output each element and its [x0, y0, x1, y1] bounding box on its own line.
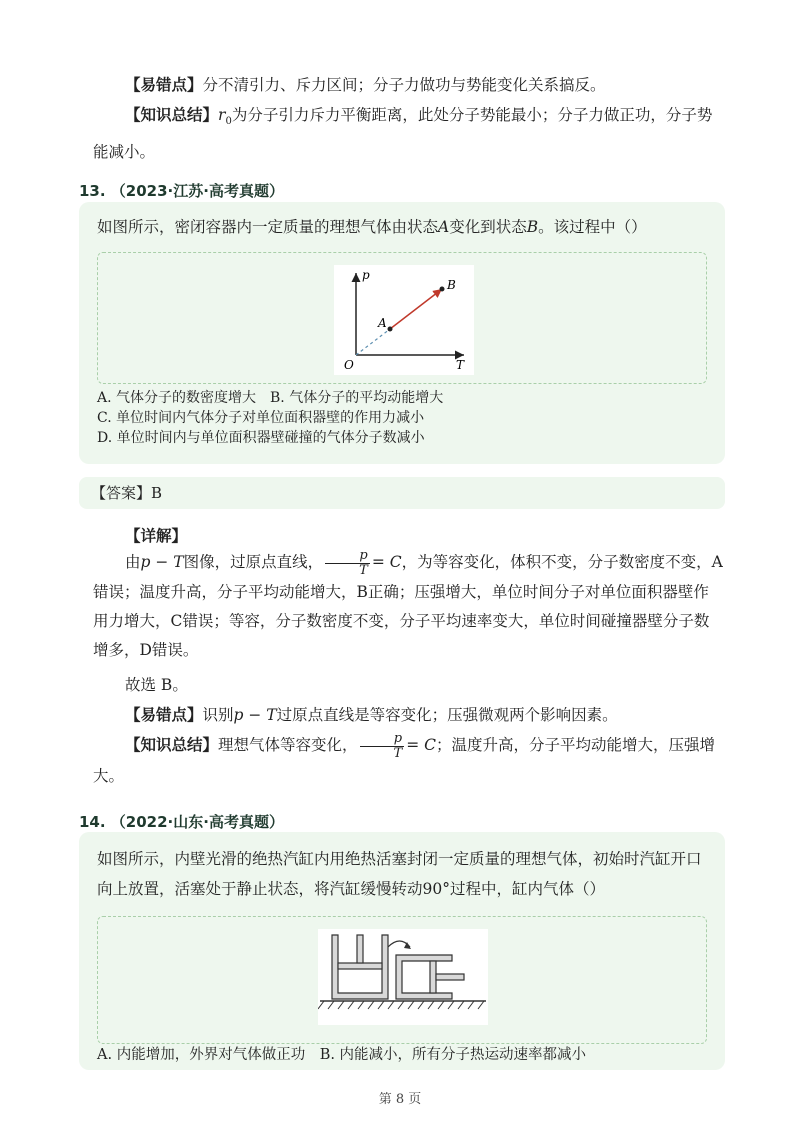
- frac-num: p: [325, 549, 370, 564]
- summary-text: 理想气体等容变化，: [218, 736, 358, 754]
- piston-horizontal: [430, 961, 436, 993]
- frac-num: p: [360, 732, 405, 747]
- stem-part: 。该过程中（）: [538, 218, 647, 236]
- piston-rod-horizontal: [436, 974, 464, 980]
- mistake-tag: 【易错点】: [125, 75, 203, 94]
- mistake-tag: 【易错点】: [125, 705, 203, 724]
- point-a: [388, 327, 393, 332]
- stem-part: 如图所示，密闭容器内一定质量的理想气体由状态: [97, 218, 439, 236]
- piston-upright: [338, 963, 382, 969]
- stem-part: 变化到状态: [449, 218, 527, 236]
- axis-x-label: T: [456, 358, 465, 372]
- detail-paragraph: [93, 548, 723, 665]
- question-13-title: 13. （2023·江苏·高考真题）: [79, 182, 284, 200]
- question-14-stem: 如图所示，内壁光滑的绝热汽缸内用绝热活塞封闭一定质量的理想气体，初始时汽缸开口向上放置，活塞处于静止状态，将汽缸缓慢转动90°过程中，缸内气体（）: [97, 850, 702, 898]
- mistake-text: 识别: [202, 706, 234, 724]
- option-line-1: A. 内能增加，外界对气体做正功 B. 内能减小，所有分子热运动速率都减小: [97, 1047, 587, 1063]
- point-a-label: A: [378, 316, 387, 330]
- dashed-extension: [356, 329, 390, 355]
- eq-c: = C: [371, 553, 402, 571]
- pt-math: p − T: [233, 706, 277, 724]
- summary-text: 为分子引力斥力平衡距离，此处分子势能最小；分子力做正功，分子势能减小。: [93, 106, 713, 162]
- summary-tag: 【知识总结】: [125, 735, 219, 754]
- process-line: [390, 289, 442, 329]
- state-a-var: A: [438, 218, 450, 236]
- pt-math: p − T: [140, 553, 184, 571]
- detail-text: ，为等容变化，体积不变，分子数密度不变，A错误；温度升高，分子平均动能增大，B正确；压强增大，单位时间分子对单位面积器壁作用力增大，C错误；等容，分子数密度不变，分子平均速率变大，单位时间碰撞器壁分子数增多，D错误。: [93, 553, 723, 659]
- question-14-box: [79, 832, 725, 1070]
- piston-rod-upright: [357, 935, 363, 963]
- question-13-box: [79, 202, 725, 464]
- p-over-t-fraction: [360, 732, 405, 761]
- ground-hatching: [318, 1001, 484, 1009]
- point-b: [440, 287, 445, 292]
- question-14-title: 14. （2022·山东·高考真题）: [79, 813, 284, 831]
- point-b-label: B: [447, 278, 456, 292]
- question-13-stem: [97, 212, 707, 242]
- pt-graph: [334, 265, 474, 375]
- mistake-text: 过原点直线是等容变化；压强微观两个影响因素。: [276, 706, 618, 724]
- mistake-paragraph-13: [93, 700, 723, 730]
- option-line-2: C. 单位时间内气体分子对单位面积器壁的作用力减小: [97, 410, 425, 426]
- p-over-t-fraction: [325, 549, 370, 578]
- r0-symbol: r: [218, 106, 226, 124]
- state-b-var: B: [526, 218, 539, 236]
- detail-tag-line: [93, 521, 723, 551]
- detail-text: 由: [125, 553, 141, 571]
- frac-den: T: [393, 745, 403, 761]
- cylinder-figure: [318, 929, 488, 1025]
- choose-line: 故选 B。: [125, 676, 188, 694]
- figure-frame: [97, 916, 707, 1044]
- answer-bar: 【答案】B: [79, 477, 725, 509]
- r0-subscript: 0: [225, 116, 232, 128]
- summary-paragraph-13: [93, 730, 723, 791]
- mistake-text: 分不清引力、斥力区间；分子力做功与势能变化关系搞反。: [202, 76, 606, 94]
- detail-tag: 【详解】: [125, 526, 188, 545]
- summary-tag: 【知识总结】: [125, 105, 219, 124]
- summary-paragraph: [93, 100, 723, 167]
- origin-label: O: [344, 358, 354, 372]
- frac-den: T: [359, 562, 368, 578]
- axis-y-label: p: [362, 268, 370, 282]
- page-number: 第 8 页: [378, 1092, 422, 1107]
- summary-text: ；温度升高，分子平均动能增大，压强增大。: [93, 736, 715, 785]
- figure-frame: [97, 252, 707, 384]
- option-line-3: D. 单位时间内与单位面积器壁碰撞的气体分子数减小: [97, 430, 425, 446]
- option-line-1: A. 气体分子的数密度增大 B. 气体分子的平均动能增大: [97, 390, 444, 406]
- detail-text: 图像，过原点直线，: [183, 553, 324, 571]
- mistake-paragraph: [93, 70, 723, 100]
- eq-c: = C: [406, 736, 436, 754]
